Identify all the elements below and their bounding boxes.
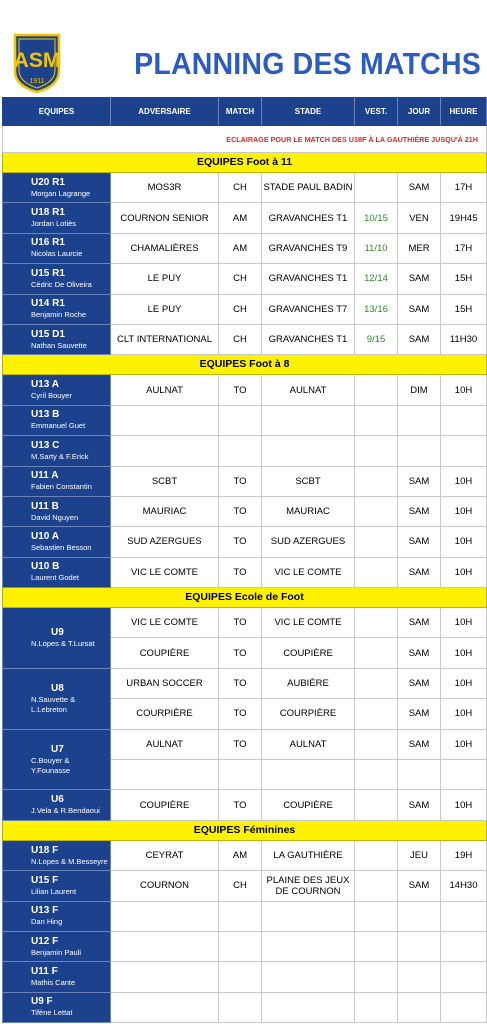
opponent-cell: MOS3R xyxy=(111,173,219,203)
time-cell: 17H xyxy=(441,233,487,263)
locker-room-cell xyxy=(355,668,398,698)
day-cell: VEN xyxy=(398,203,441,233)
locker-room-cell xyxy=(355,638,398,668)
stadium-cell: VIC LE COMTE xyxy=(262,557,355,587)
team-name: U7 xyxy=(51,743,64,755)
stadium-cell xyxy=(262,405,355,435)
day-cell: SAM xyxy=(398,527,441,557)
day-cell: SAM xyxy=(398,324,441,354)
stadium-cell: AUBIÈRE xyxy=(262,668,355,698)
team-cell xyxy=(3,901,111,931)
time-cell xyxy=(441,992,487,1022)
match-type-cell xyxy=(219,901,262,931)
day-cell xyxy=(398,901,441,931)
locker-room-cell xyxy=(355,436,398,466)
locker-room-cell xyxy=(355,931,398,961)
opponent-cell xyxy=(111,992,219,1022)
team-cell xyxy=(3,557,111,587)
col-equipes: EQUIPES xyxy=(3,98,111,126)
team-name: U11 A xyxy=(31,470,59,482)
team-name: U9 xyxy=(51,626,64,638)
stadium-cell xyxy=(262,901,355,931)
time-cell xyxy=(441,931,487,961)
match-type-cell: TO xyxy=(219,496,262,526)
section-foot11 xyxy=(3,153,487,173)
team-row xyxy=(3,871,487,901)
time-cell: 14H30 xyxy=(441,871,487,901)
team-coach: Sebastien Besson xyxy=(31,542,92,552)
opponent-cell: COURNON SENIOR xyxy=(111,203,219,233)
time-cell xyxy=(441,405,487,435)
day-cell: JEU xyxy=(398,840,441,870)
team-name: U16 R1 xyxy=(31,237,65,249)
stadium-cell: COURPIÈRE xyxy=(262,699,355,729)
time-cell: 10H xyxy=(441,729,487,759)
opponent-cell: AULNAT xyxy=(111,729,219,759)
team-name: U6 xyxy=(51,794,64,806)
day-cell: SAM xyxy=(398,729,441,759)
page-title: PLANNING DES MATCHS xyxy=(134,46,481,81)
opponent-cell: SUD AZERGUES xyxy=(111,527,219,557)
team-cell xyxy=(3,871,111,901)
team-row xyxy=(3,294,487,324)
day-cell: DIM xyxy=(398,375,441,405)
team-row xyxy=(3,992,487,1022)
day-cell xyxy=(398,405,441,435)
day-cell: SAM xyxy=(398,173,441,203)
team-row xyxy=(3,436,487,466)
stadium-cell: PLAINE DES JEUX DE COURNON xyxy=(262,871,355,901)
team-row xyxy=(3,173,487,203)
locker-room-cell xyxy=(355,375,398,405)
team-name: U15 F xyxy=(31,874,59,886)
team-cell xyxy=(3,233,111,263)
team-coach: Cyril Bouyer xyxy=(31,391,72,401)
team-name: U12 F xyxy=(31,935,59,947)
team-cell xyxy=(3,931,111,961)
opponent-cell xyxy=(111,962,219,992)
match-type-cell: CH xyxy=(219,324,262,354)
team-name: U14 R1 xyxy=(31,298,65,310)
locker-room-cell xyxy=(355,962,398,992)
match-type-cell: CH xyxy=(219,294,262,324)
match-type-cell: AM xyxy=(219,840,262,870)
opponent-cell: CLT INTERNATIONAL xyxy=(111,324,219,354)
team-row xyxy=(3,962,487,992)
day-cell: SAM xyxy=(398,264,441,294)
team-row xyxy=(3,790,487,820)
time-cell: 10H xyxy=(441,608,487,638)
team-cell xyxy=(3,840,111,870)
stadium-cell: COUPIÈRE xyxy=(262,638,355,668)
opponent-cell: COURPIÈRE xyxy=(111,699,219,729)
time-cell: 15H xyxy=(441,294,487,324)
opponent-cell xyxy=(111,436,219,466)
match-type-cell: TO xyxy=(219,557,262,587)
team-name: U11 B xyxy=(31,500,59,512)
team-row xyxy=(3,901,487,931)
time-cell: 10H xyxy=(441,466,487,496)
opponent-cell xyxy=(111,405,219,435)
day-cell: SAM xyxy=(398,871,441,901)
stadium-cell xyxy=(262,962,355,992)
team-cell xyxy=(3,375,111,405)
locker-room-cell xyxy=(355,790,398,820)
team-coach: Cédric De Oliveira xyxy=(31,279,92,289)
team-cell xyxy=(3,203,111,233)
day-cell: SAM xyxy=(398,608,441,638)
team-coach: Lilian Laurent xyxy=(31,886,77,896)
stadium-cell: STADE PAUL BADIN xyxy=(262,173,355,203)
time-cell: 15H xyxy=(441,264,487,294)
team-name: U8 xyxy=(51,682,64,694)
team-row xyxy=(3,375,487,405)
opponent-cell: CEYRAT xyxy=(111,840,219,870)
locker-room-cell xyxy=(355,557,398,587)
match-type-cell: CH xyxy=(219,173,262,203)
logo-letters: ASM xyxy=(13,49,61,72)
team-coach: Nathan Sauvette xyxy=(31,340,87,350)
team-row xyxy=(3,203,487,233)
match-type-cell xyxy=(219,931,262,961)
team-row xyxy=(3,608,487,638)
section-title: EQUIPES Féminines xyxy=(3,820,487,840)
match-type-cell: TO xyxy=(219,608,262,638)
day-cell xyxy=(398,760,441,790)
opponent-cell: URBAN SOCCER xyxy=(111,668,219,698)
time-cell: 11H30 xyxy=(441,324,487,354)
day-cell: SAM xyxy=(398,466,441,496)
team-row xyxy=(3,557,487,587)
match-type-cell xyxy=(219,405,262,435)
team-row xyxy=(3,840,487,870)
team-name: U15 R1 xyxy=(31,267,65,279)
team-row xyxy=(3,264,487,294)
team-coach: N.Lopes & M.Besseyre xyxy=(31,856,108,866)
time-cell: 10H xyxy=(441,375,487,405)
match-type-cell: CH xyxy=(219,264,262,294)
team-coach: Mathis Cante xyxy=(31,978,76,988)
locker-room-cell: 9/15 xyxy=(355,324,398,354)
team-name: U9 F xyxy=(31,996,53,1008)
team-row xyxy=(3,668,487,698)
time-cell: 10H xyxy=(441,699,487,729)
team-row xyxy=(3,496,487,526)
time-cell xyxy=(441,962,487,992)
time-cell: 19H45 xyxy=(441,203,487,233)
col-vest: VEST. xyxy=(355,98,398,126)
locker-room-cell xyxy=(355,871,398,901)
locker-room-cell xyxy=(355,901,398,931)
time-cell: 19H xyxy=(441,840,487,870)
team-row xyxy=(3,931,487,961)
opponent-cell: VIC LE COMTE xyxy=(111,608,219,638)
time-cell: 10H xyxy=(441,527,487,557)
time-cell: 10H xyxy=(441,496,487,526)
team-cell xyxy=(3,608,111,669)
time-cell: 10H xyxy=(441,790,487,820)
match-type-cell: AM xyxy=(219,233,262,263)
stadium-cell xyxy=(262,760,355,790)
team-name: U10 B xyxy=(31,561,60,573)
day-cell: SAM xyxy=(398,638,441,668)
team-coach: Tifène Lettat xyxy=(31,1008,73,1018)
team-name: U13 C xyxy=(31,439,60,451)
team-coach: J.Vela & R.Bendaoui xyxy=(31,806,100,816)
team-coach: N.Sauvette & L.Lebreton xyxy=(31,694,76,714)
stadium-cell: AULNAT xyxy=(262,729,355,759)
col-jour: JOUR xyxy=(398,98,441,126)
day-cell: SAM xyxy=(398,699,441,729)
match-type-cell xyxy=(219,992,262,1022)
opponent-cell: SCBT xyxy=(111,466,219,496)
stadium-cell: GRAVANCHES T1 xyxy=(262,324,355,354)
locker-room-cell xyxy=(355,608,398,638)
match-type-cell: TO xyxy=(219,668,262,698)
day-cell xyxy=(398,931,441,961)
col-adversaire: ADVERSAIRE xyxy=(111,98,219,126)
team-coach: C.Bouyer & Y.Founasse xyxy=(31,755,71,775)
time-cell xyxy=(441,901,487,931)
section-title: EQUIPES Foot à 8 xyxy=(3,355,487,375)
match-type-cell xyxy=(219,962,262,992)
time-cell: 10H xyxy=(441,668,487,698)
team-cell xyxy=(3,324,111,354)
stadium-cell: COUPIÈRE xyxy=(262,790,355,820)
stadium-cell: GRAVANCHES T7 xyxy=(262,294,355,324)
team-row xyxy=(3,729,487,759)
team-name: U13 F xyxy=(31,905,59,917)
col-match: MATCH xyxy=(219,98,262,126)
time-cell xyxy=(441,436,487,466)
logo-year: 1911 xyxy=(29,78,45,85)
locker-room-cell: 12/14 xyxy=(355,264,398,294)
stadium-cell: LA GAUTHIÈRE xyxy=(262,840,355,870)
locker-room-cell xyxy=(355,729,398,759)
opponent-cell: VIC LE COMTE xyxy=(111,557,219,587)
team-row xyxy=(3,466,487,496)
day-cell: SAM xyxy=(398,557,441,587)
opponent-cell: COUPIÈRE xyxy=(111,638,219,668)
match-type-cell xyxy=(219,760,262,790)
match-type-cell: TO xyxy=(219,466,262,496)
locker-room-cell xyxy=(355,173,398,203)
locker-room-cell xyxy=(355,496,398,526)
match-type-cell: TO xyxy=(219,790,262,820)
day-cell: SAM xyxy=(398,496,441,526)
team-name: U13 B xyxy=(31,409,60,421)
col-heure: HEURE xyxy=(441,98,487,126)
team-coach: Morgan Lagrange xyxy=(31,188,91,198)
team-name: U20 R1 xyxy=(31,176,65,188)
team-row xyxy=(3,233,487,263)
locker-room-cell xyxy=(355,840,398,870)
opponent-cell xyxy=(111,931,219,961)
team-coach: N.Lopes & T.Lursat xyxy=(31,638,95,648)
opponent-cell xyxy=(111,760,219,790)
team-coach: Fabien Constantin xyxy=(31,482,92,492)
day-cell xyxy=(398,992,441,1022)
section-foot8 xyxy=(3,355,487,375)
match-type-cell xyxy=(219,436,262,466)
team-coach: Dan Hing xyxy=(31,917,63,927)
stadium-cell: GRAVANCHES T1 xyxy=(262,203,355,233)
team-cell xyxy=(3,668,111,729)
team-coach: Emmanuel Guet xyxy=(31,421,86,431)
stadium-cell xyxy=(262,992,355,1022)
match-type-cell: TO xyxy=(219,699,262,729)
team-cell xyxy=(3,962,111,992)
team-cell xyxy=(3,790,111,820)
team-cell xyxy=(3,436,111,466)
match-type-cell: TO xyxy=(219,638,262,668)
schedule-body xyxy=(3,98,487,1023)
stadium-cell: GRAVANCHES T9 xyxy=(262,233,355,263)
locker-room-cell xyxy=(355,699,398,729)
locker-room-cell xyxy=(355,992,398,1022)
time-cell xyxy=(441,760,487,790)
team-cell xyxy=(3,527,111,557)
stadium-cell: GRAVANCHES T1 xyxy=(262,264,355,294)
locker-room-cell: 11/10 xyxy=(355,233,398,263)
note-row xyxy=(3,126,487,153)
team-cell xyxy=(3,729,111,790)
locker-room-cell: 10/15 xyxy=(355,203,398,233)
opponent-cell: MAURIAC xyxy=(111,496,219,526)
team-coach: David Nguyen xyxy=(31,512,79,522)
day-cell xyxy=(398,436,441,466)
stadium-cell xyxy=(262,436,355,466)
locker-room-cell: 13/16 xyxy=(355,294,398,324)
match-type-cell: TO xyxy=(219,375,262,405)
match-type-cell: AM xyxy=(219,203,262,233)
team-row xyxy=(3,405,487,435)
section-title: EQUIPES Foot à 11 xyxy=(3,153,487,173)
page-header xyxy=(0,0,487,96)
locker-room-cell xyxy=(355,405,398,435)
team-name: U18 F xyxy=(31,844,59,856)
schedule-table xyxy=(2,97,487,1023)
club-logo-icon xyxy=(12,33,62,93)
team-cell xyxy=(3,466,111,496)
opponent-cell: LE PUY xyxy=(111,264,219,294)
match-type-cell: TO xyxy=(219,527,262,557)
opponent-cell: COURNON xyxy=(111,871,219,901)
team-coach: M.Sarty & F.Erick xyxy=(31,451,89,461)
day-cell: SAM xyxy=(398,790,441,820)
stadium-cell xyxy=(262,931,355,961)
team-cell xyxy=(3,992,111,1022)
locker-room-cell xyxy=(355,527,398,557)
section-feminines xyxy=(3,820,487,840)
opponent-cell: CHAMALIÈRES xyxy=(111,233,219,263)
stadium-cell: MAURIAC xyxy=(262,496,355,526)
team-coach: Jordan Lotiès xyxy=(31,219,77,229)
time-cell: 10H xyxy=(441,557,487,587)
section-ecole xyxy=(3,588,487,608)
time-cell: 10H xyxy=(441,638,487,668)
stadium-cell: VIC LE COMTE xyxy=(262,608,355,638)
team-cell xyxy=(3,264,111,294)
day-cell: MER xyxy=(398,233,441,263)
locker-room-cell xyxy=(355,760,398,790)
match-type-cell: CH xyxy=(219,871,262,901)
team-row xyxy=(3,324,487,354)
team-name: U10 A xyxy=(31,530,59,542)
team-coach: Benjamin Roche xyxy=(31,310,87,320)
stadium-cell: SUD AZERGUES xyxy=(262,527,355,557)
opponent-cell: COUPIÈRE xyxy=(111,790,219,820)
day-cell xyxy=(398,962,441,992)
team-coach: Nicolas Laurcie xyxy=(31,249,83,259)
team-name: U18 R1 xyxy=(31,207,65,219)
stadium-cell: AULNAT xyxy=(262,375,355,405)
team-name: U13 A xyxy=(31,379,59,391)
team-cell xyxy=(3,294,111,324)
team-row xyxy=(3,527,487,557)
team-cell xyxy=(3,173,111,203)
col-stade: STADE xyxy=(262,98,355,126)
match-type-cell: TO xyxy=(219,729,262,759)
stadium-cell: SCBT xyxy=(262,466,355,496)
locker-room-cell xyxy=(355,466,398,496)
day-cell: SAM xyxy=(398,294,441,324)
team-coach: Laurent Godet xyxy=(31,573,79,583)
team-cell xyxy=(3,405,111,435)
lighting-note: ECLAIRAGE POUR LE MATCH DES U18F À LA GAUTHIÈRE JUSQU'À 21H xyxy=(3,126,487,153)
section-title: EQUIPES Ecole de Foot xyxy=(3,588,487,608)
time-cell: 17H xyxy=(441,173,487,203)
column-header-row xyxy=(3,98,487,126)
opponent-cell: AULNAT xyxy=(111,375,219,405)
team-name: U11 F xyxy=(31,966,58,978)
team-cell xyxy=(3,496,111,526)
opponent-cell: LE PUY xyxy=(111,294,219,324)
team-name: U15 D1 xyxy=(31,328,65,340)
day-cell: SAM xyxy=(398,668,441,698)
team-coach: Benjamin Pauli xyxy=(31,947,82,957)
opponent-cell xyxy=(111,901,219,931)
